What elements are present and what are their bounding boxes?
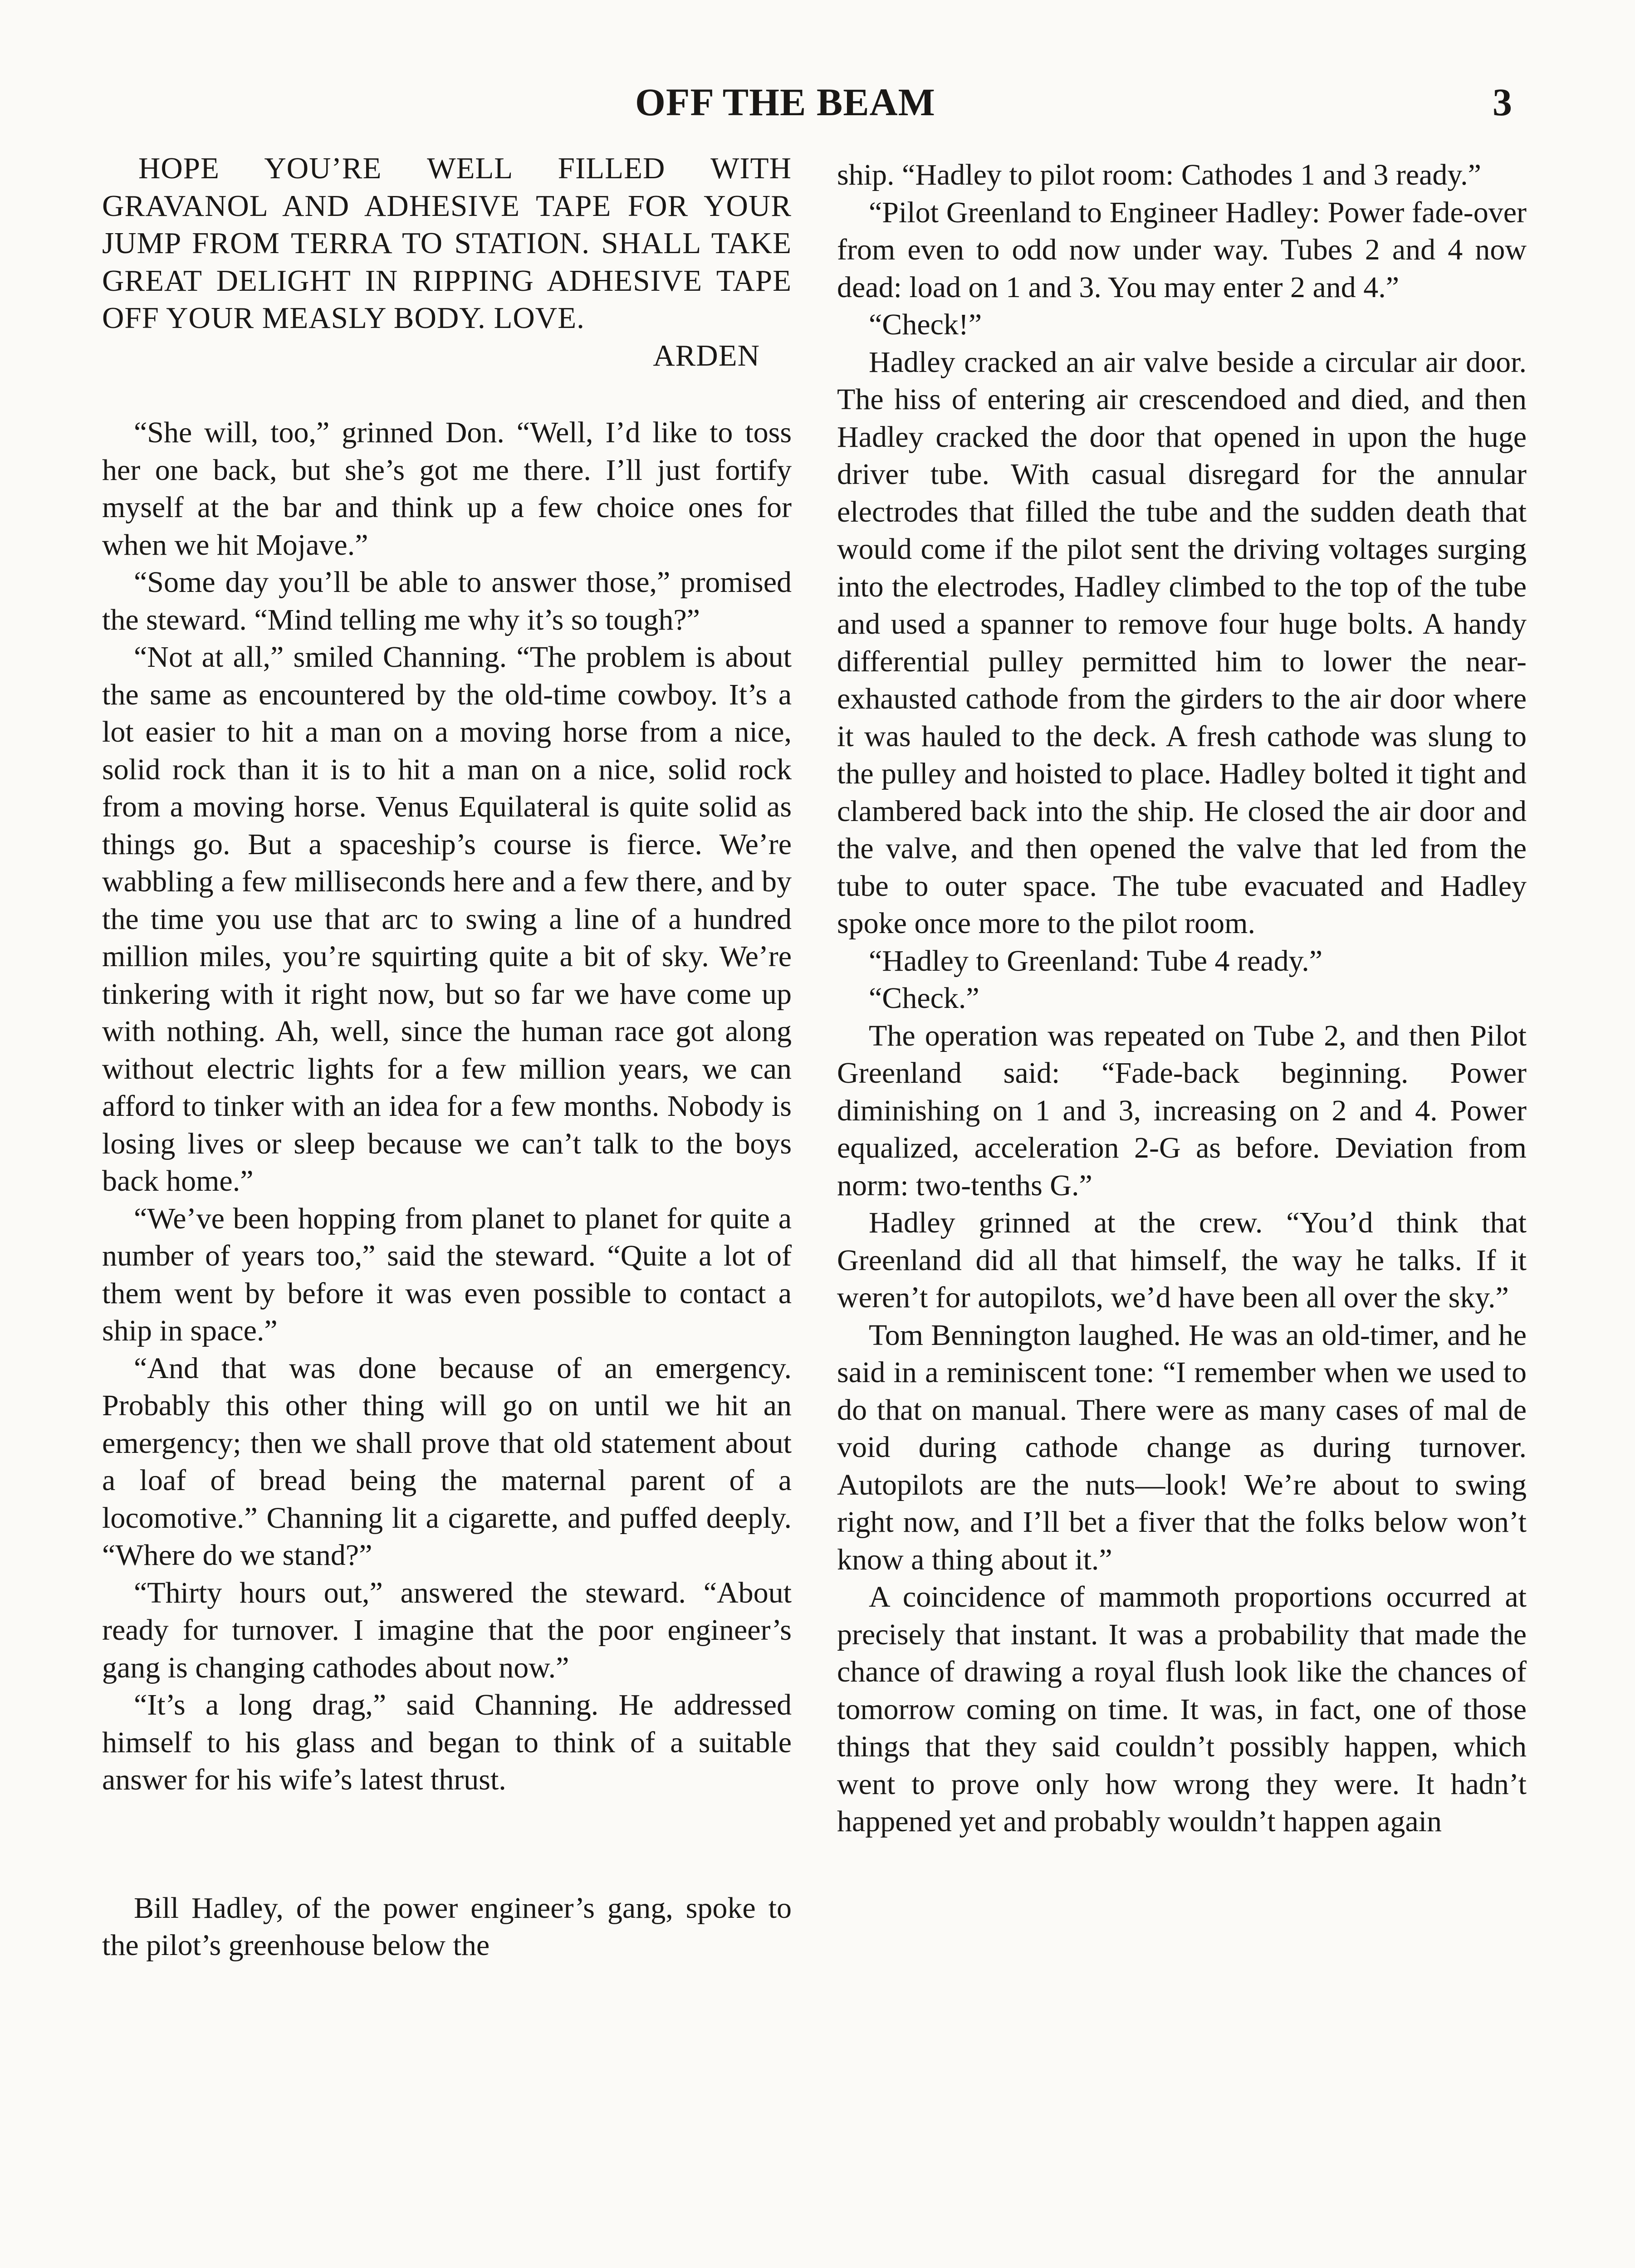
telegram-message: HOPE YOU’RE WELL FILLED WITH GRAVANOL AND ADHESIVE TAPE FOR YOUR JUMP FROM TERRA TO STATION. SHALL TAKE GREAT DELIGHT IN RIPPING ADHESIVE TAPE OFF YOUR MEASLY BODY. LOVE. [102, 152, 792, 335]
paragraph: “Some day you’ll be able to answer those,” promised the steward. “Mind telling me why it’s so tough?” [102, 566, 792, 636]
paragraph: A coincidence of mammoth proportions occurred at precisely that instant. It was a probability that made the chance of drawing a royal flush look like the chances of tomorrow coming on time. It was, in fact, one of those things that they said couldn’t possibly happen, which went to prove only how wrong they were. It hadn’t happened yet and probably wouldn’t happen again [837, 1580, 1527, 1838]
page-number: 3 [1493, 80, 1512, 124]
paragraph: “We’ve been hopping from planet to planet for quite a number of years too,” said the steward. “Quite a lot of them went by before it was even possible to contact a ship in space.” [102, 1202, 792, 1347]
paragraph: ship. “Hadley to pilot room: Cathodes 1 and 3 ready.” [837, 158, 1481, 191]
paragraph: “And that was done because of an emergency. Probably this other thing will go on until we hit an emergency; then we shall prove that old statement about a loaf of bread being the maternal parent of a locomotive.” Channing lit a cigarette, and puffed deeply. “Where do we stand?” [102, 1351, 792, 1572]
paragraph: “It’s a long drag,” said Channing. He addressed himself to his glass and began to think of a suitable answer for his wife’s latest thrust. [102, 1688, 792, 1796]
paragraph: “Check.” [869, 982, 979, 1015]
paragraph: The operation was repeated on Tube 2, and then Pilot Greenland said: “Fade-back beginning. Power diminishing on 1 and 3, increasing on 2 and 4. Power equalized, acceleration 2-G as before. Deviation from norm: two-tenths G.” [837, 1019, 1527, 1202]
section-paragraph: Bill Hadley, of the power engineer’s gang, spoke to the pilot’s greenhouse below the [102, 1891, 792, 1962]
left-text-column [102, 150, 792, 1965]
paragraph: Tom Bennington laughed. He was an old-timer, and he said in a reminiscent tone: “I remember when we used to do that on manual. There were as many cases of mal de void during cathode change as during turnover. Autopilots are the nuts—look! We’re about to swing right now, and I’ll bet a fiver that the folks below won’t know a thing about it.” [837, 1318, 1527, 1576]
telegram-signature: ARDEN [653, 338, 760, 372]
paragraph: “Thirty hours out,” answered the steward. “About ready for turnover. I imagine that the poor engineer’s gang is changing cathodes about now.” [102, 1576, 792, 1684]
paragraph: “She will, too,” grinned Don. “Well, I’d like to toss her one back, but she’s got me there. I’ll just fortify myself at the bar and think up a few choice ones for when we hit Mojave.” [102, 416, 792, 562]
paragraph: Hadley cracked an air valve beside a circular air door. The hiss of entering air crescendoed and died, and then Hadley cracked the door that opened in upon the huge driver tube. With casual disregard for the annular electrodes that filled the tube and the sudden death that would come if the pilot sent the driving voltages surging into the electrodes, Hadley climbed to the top of the tube and used a spanner to remove four huge bolts. A handy differential pulley permitted him to lower the near-exhausted cathode from the girders to the air door where it was hauled to the deck. A fresh cathode was slung to the pulley and hoisted to place. Hadley bolted it tight and clambered back into the ship. He closed the air door and the valve, and then opened the valve that led from the tube to outer space. The tube evacuated and Hadley spoke once more to the pilot room. [837, 345, 1527, 940]
paragraph: “Not at all,” smiled Channing. “The problem is about the same as encountered by the old-time cowboy. It’s a lot easier to hit a man on a moving horse from a nice, solid rock than it is to hit a man on a nice, solid rock from a moving horse. Venus Equilateral is quite solid as things go. But a spaceship’s course is fierce. We’re wabbling a few milliseconds here and a few there, and by the time you use that arc to swing a line of a hundred million miles, you’re squirting quite a bit of sky. We’re tinkering with it right now, but so far we have come up with nothing. Ah, well, since the human race got along without electric lights for a few million years, we can afford to tinker with an idea for a few months. Nobody is losing lives or sleep because we can’t talk to the boys back home.” [102, 640, 792, 1198]
running-header-title: OFF THE BEAM [635, 80, 935, 124]
right-text-column [837, 156, 1527, 1841]
paragraph: “Pilot Greenland to Engineer Hadley: Power fade-over from even to odd now under way. Tubes 2 and 4 now dead: load on 1 and 3. You may enter 2 and 4.” [837, 196, 1527, 304]
paragraph: “Check!” [869, 308, 982, 341]
paragraph: “Hadley to Greenland: Tube 4 ready.” [869, 944, 1323, 978]
paragraph: Hadley grinned at the crew. “You’d think that Greenland did all that himself, the way he talks. If it weren’t for autopilots, we’d have been all over the sky.” [837, 1206, 1527, 1314]
